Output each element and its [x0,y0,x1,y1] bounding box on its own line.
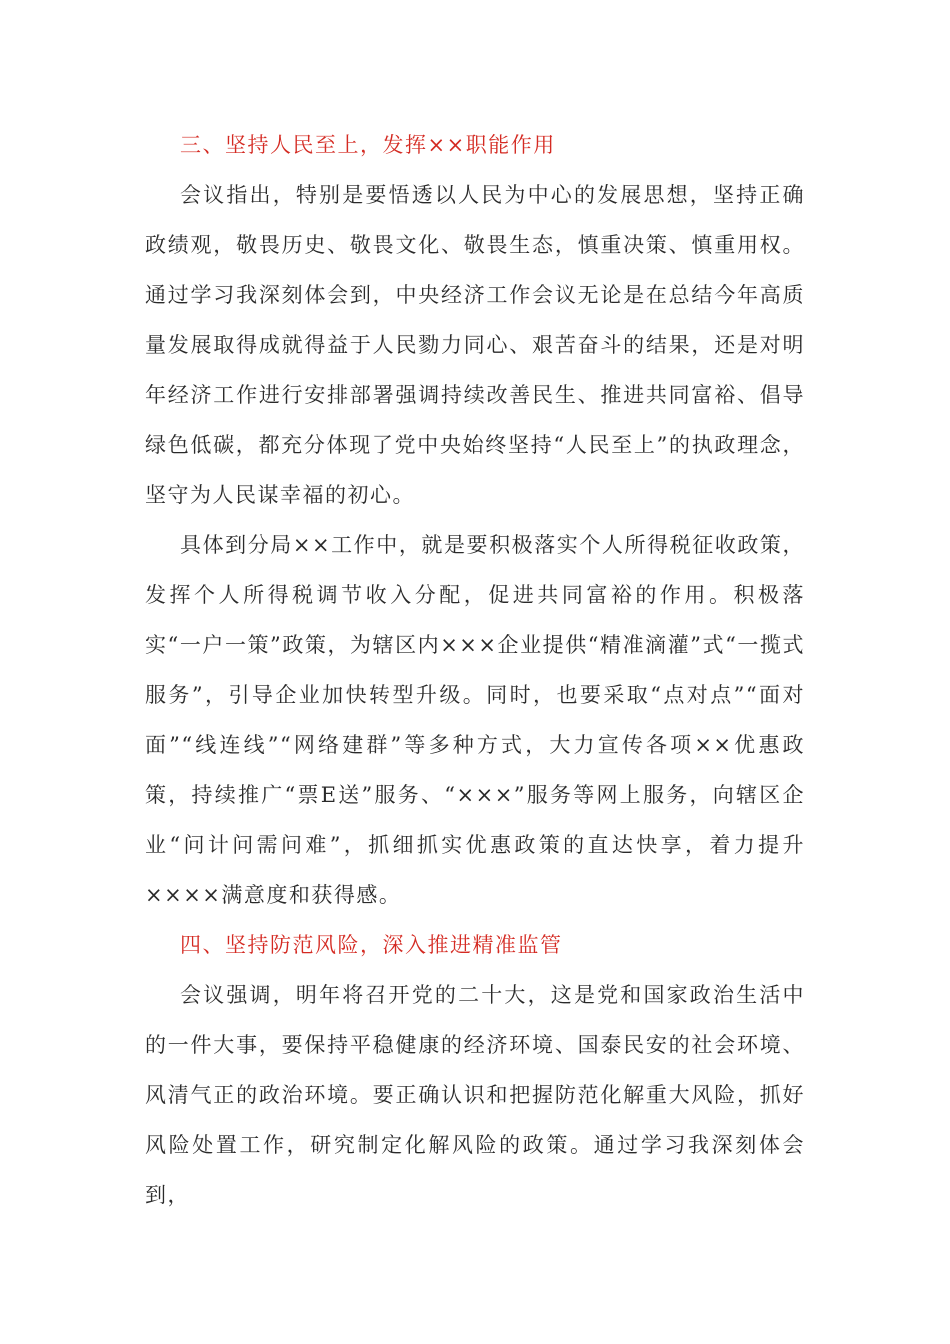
section-3-paragraph-2: 具体到分局××工作中，就是要积极落实个人所得税征收政策，发挥个人所得税调节收入分配，促进共同富裕的作用。积极落实“一户一策”政策，为辖区内×××企业提供“精准滴灌”式“一揽式服务”，引导企业加快转型升级。同时，也要采取“点对点”“面对面”“线连线”“网络建群”等多种方式，大力宣传各项××优惠政策，持续推广“票E送”服务、“×××”服务等网上服务，向辖区企业“问计问需问难”，抓细抓实优惠政策的直达快享，着力提升××××满意度和获得感。 [145,533,805,907]
document-body [145,120,805,1220]
section-heading-4: 四、坚持防范风险，深入推进精准监管 [180,933,563,957]
section-4-paragraph-1: 会议强调，明年将召开党的二十大，这是党和国家政治生活中的一件大事，要保持平稳健康的经济环境、国泰民安的社会环境、风清气正的政治环境。要正确认识和把握防范化解重大风险，抓好风险处置工作，研究制定化解风险的政策。通过学习我深刻体会到， [145,983,805,1207]
section-heading-3: 三、坚持人民至上，发挥××职能作用 [180,133,556,157]
section-3-paragraph-1: 会议指出，特别是要悟透以人民为中心的发展思想，坚持正确政绩观，敬畏历史、敬畏文化、敬畏生态，慎重决策、慎重用权。通过学习我深刻体会到，中央经济工作会议无论是在总结今年高质量发展取得成就得益于人民勠力同心、艰苦奋斗的结果，还是对明年经济工作进行安排部署强调持续改善民生、推进共同富裕、倡导绿色低碳，都充分体现了党中央始终坚持“人民至上”的执政理念，坚守为人民谋幸福的初心。 [145,183,805,507]
